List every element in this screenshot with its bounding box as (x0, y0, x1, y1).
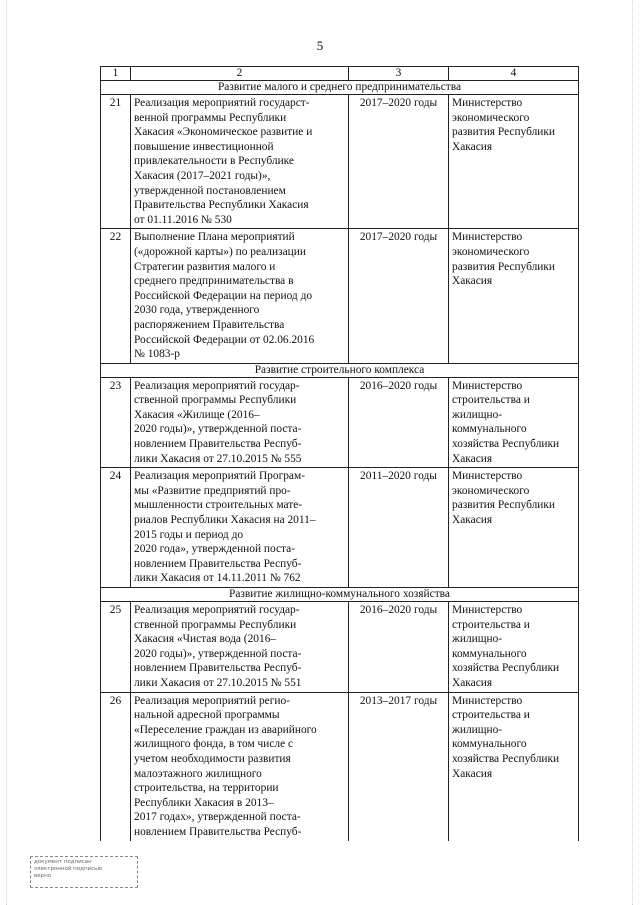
description-line: учетом необходимости развития (134, 752, 291, 765)
description-line: Реализация мероприятий государ- (134, 379, 300, 392)
description-line: Выполнение Плана мероприятий (134, 231, 295, 244)
implementation-period: 2011–2020 годы (349, 468, 449, 588)
section-header-row (101, 588, 579, 602)
table-row (101, 229, 579, 363)
table-row (101, 692, 579, 840)
left-margin-dots (6, 0, 8, 905)
description-line: нальной адресной программы (134, 709, 280, 722)
activities-table (100, 66, 579, 841)
description-line: венной программы Республики (134, 111, 287, 124)
measure-description (131, 377, 349, 468)
section-title: Развитие малого и среднего предпринимательства (101, 81, 579, 95)
description-line: 2030 года, утвержденного (134, 304, 260, 317)
row-number: 23 (101, 377, 131, 468)
measure-description (131, 229, 349, 363)
measure-description (131, 602, 349, 693)
right-margin-dots (632, 0, 634, 905)
stamp-line: документ подписан (34, 859, 92, 865)
description-line: Республики Хакасия в 2013– (134, 796, 274, 809)
description-line: Реализация мероприятий государ- (134, 604, 300, 616)
description-line: новлением Правительства Респуб- (134, 438, 302, 451)
description-line: 2020 годы)», утвержденной поста- (134, 647, 302, 660)
description-line: лики Хакасия от 14.11.2011 № 762 (134, 572, 301, 585)
description-line: среднего предпринимательства в (134, 275, 294, 288)
description-line: «Переселение граждан из аварийного (134, 723, 317, 736)
responsible-executor: Министерство экономического развития Республики Хакасия (449, 95, 579, 229)
column-number: 2 (131, 67, 349, 81)
table-row (101, 602, 579, 693)
description-line: Реализация мероприятий регио- (134, 694, 290, 707)
description-line: 2015 годы и период до (134, 528, 244, 541)
description-line: ственной программы Республики (134, 618, 297, 631)
description-line: мышленности строительных мате- (134, 499, 303, 512)
row-number: 21 (101, 95, 131, 229)
description-line: 2020 годы)», утвержденной поста- (134, 423, 302, 436)
table-row (101, 468, 579, 588)
implementation-period: 2016–2020 годы (349, 377, 449, 468)
row-number: 22 (101, 229, 131, 363)
description-line: Хакасия (2017–2021 годы)», (134, 169, 271, 182)
description-line: Российской Федерации от 02.06.2016 (134, 333, 315, 346)
row-number: 25 (101, 602, 131, 693)
measure-description (131, 692, 349, 840)
description-line: утвержденной постановлением (134, 184, 286, 197)
description-line: 2020 года», утвержденной поста- (134, 543, 296, 556)
responsible-executor: Министерство экономического развития Республики Хакасия (449, 468, 579, 588)
description-line: Реализация мероприятий государст- (134, 97, 310, 109)
description-line: Хакасия «Чистая вода (2016– (134, 633, 277, 646)
responsible-executor: Министерство строительства и жилищно-коммунального хозяйства Республики Хакасия (449, 377, 579, 468)
section-header-row (101, 81, 579, 95)
responsible-executor: Министерство строительства и жилищно-коммунального хозяйства Республики Хакасия (449, 602, 579, 693)
description-line: («дорожной карты») по реализации (134, 245, 306, 258)
page-number: 5 (316, 38, 324, 53)
description-line: лики Хакасия от 27.10.2015 № 551 (134, 676, 302, 689)
description-line: малоэтажного жилищного (134, 767, 262, 780)
row-number: 26 (101, 692, 131, 840)
stamp-line: верно (34, 873, 52, 879)
implementation-period: 2013–2017 годы (349, 692, 449, 840)
measure-description (131, 468, 349, 588)
description-line: строительства, на территории (134, 782, 279, 795)
description-line: № 1083-р (134, 348, 180, 361)
measure-description (131, 95, 349, 229)
column-number: 4 (449, 67, 579, 81)
description-line: повышение инвестиционной (134, 140, 274, 153)
row-number: 24 (101, 468, 131, 588)
description-line: новлением Правительства Респуб- (134, 662, 302, 675)
stamp-line: электронной подписью (34, 866, 103, 872)
description-line: привлекательности в Республике (134, 155, 294, 168)
description-line: Реализация мероприятий Програм- (134, 470, 305, 483)
section-title: Развитие жилищно-коммунального хозяйства (101, 588, 579, 602)
section-title: Развитие строительного комплекса (101, 363, 579, 377)
description-line: от 01.11.2016 № 530 (134, 213, 232, 226)
column-number: 3 (349, 67, 449, 81)
section-header-row (101, 363, 579, 377)
description-line: 2017 годах», утвержденной поста- (134, 811, 301, 824)
description-line: Стратегии развития малого и (134, 260, 276, 273)
description-line: новлением Правительства Респуб- (134, 825, 302, 838)
column-numbers-row (101, 67, 579, 81)
description-line: Российской Федерации на период до (134, 289, 313, 302)
electronic-signature-stamp (30, 856, 138, 888)
table-row (101, 377, 579, 468)
description-line: распоряжением Правительства (134, 318, 285, 331)
column-number: 1 (101, 67, 131, 81)
table-row (101, 95, 579, 229)
description-line: риалов Республики Хакасия на 2011– (134, 514, 316, 527)
description-line: мы «Развитие предприятий про- (134, 484, 291, 497)
description-line: лики Хакасия от 27.10.2015 № 555 (134, 452, 302, 465)
responsible-executor: Министерство строительства и жилищно-коммунального хозяйства Республики Хакасия (449, 692, 579, 840)
description-line: ственной программы Республики (134, 394, 297, 407)
implementation-period: 2016–2020 годы (349, 602, 449, 693)
description-line: новлением Правительства Респуб- (134, 557, 302, 570)
description-line: жилищного фонда, в том числе с (134, 738, 294, 751)
implementation-period: 2017–2020 годы (349, 229, 449, 363)
description-line: Хакасия «Экономическое развитие и (134, 126, 313, 139)
implementation-period: 2017–2020 годы (349, 95, 449, 229)
responsible-executor: Министерство экономического развития Республики Хакасия (449, 229, 579, 363)
description-line: Хакасия «Жилище (2016– (134, 408, 260, 421)
description-line: Правительства Республики Хакасия (134, 199, 309, 212)
